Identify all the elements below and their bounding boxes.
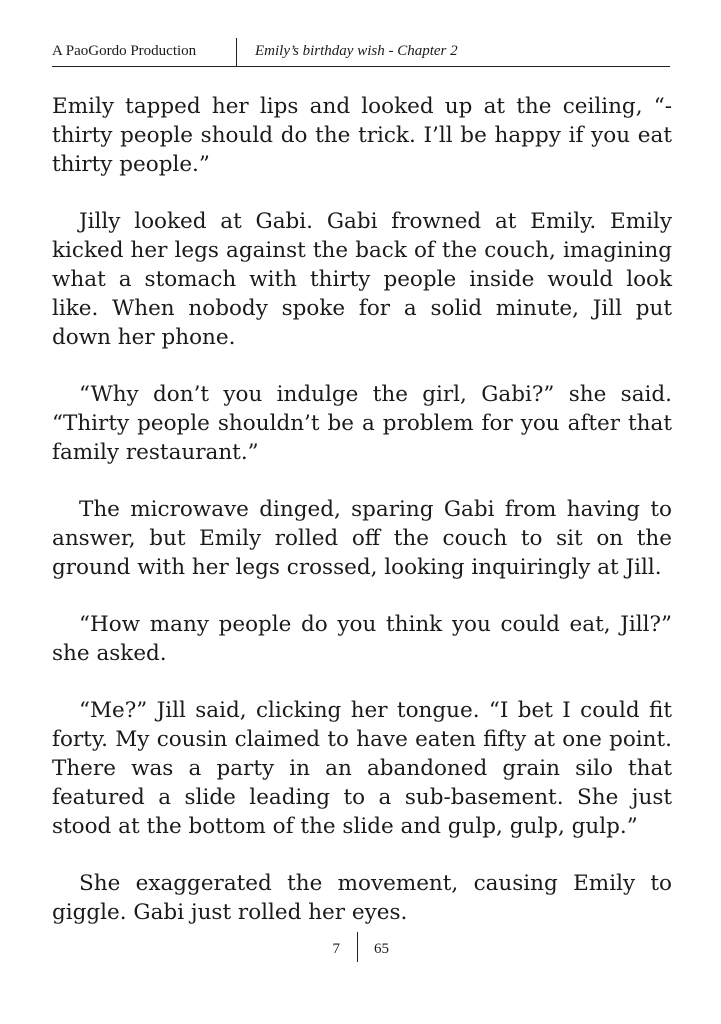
page-footer bbox=[0, 932, 721, 962]
running-header bbox=[52, 38, 670, 67]
page-number: 7 bbox=[332, 941, 340, 957]
header-divider bbox=[236, 38, 237, 66]
paragraph: Emily tapped her lips and looked up at the ceiling, “-thirty people should do the trick. I’ll be happy if you eat thirty people.” bbox=[52, 94, 672, 177]
paragraph: “Why don’t you indulge the girl, Gabi?” she said. “Thirty people shouldn’t be a problem for you after that family restaurant.” bbox=[52, 382, 672, 465]
total-pages: 65 bbox=[374, 941, 389, 957]
page-body bbox=[52, 92, 672, 955]
footer-divider bbox=[357, 932, 358, 962]
header-chapter-title: Emily’s birthday wish - Chapter 2 bbox=[255, 43, 458, 59]
header-publisher: A PaoGordo Production bbox=[52, 43, 197, 59]
paragraph: She exaggerated the movement, causing Emily to giggle. Gabi just rolled her eyes. bbox=[52, 871, 672, 925]
paragraph: Jilly looked at Gabi. Gabi frowned at Emily. Emily kicked her legs against the back of the couch, imagining what a stomach with thirty people inside would look like. When nobody spoke for a solid minute, Jill put down her phone. bbox=[52, 209, 672, 350]
paragraph: The microwave dinged, sparing Gabi from having to answer, but Emily rolled off the couch to sit on the ground with her legs crossed, looking inquiringly at Jill. bbox=[52, 497, 672, 580]
paragraph: “Me?” Jill said, clicking her tongue. “I bet I could fit forty. My cousin claimed to have eaten fifty at one point. There was a party in an abandoned grain silo that featured a slide leading to a sub-basement. She just stood at the bottom of the slide and gulp, gulp, gulp.” bbox=[52, 698, 672, 839]
paragraph: “How many people do you think you could eat, Jill?” she asked. bbox=[52, 612, 672, 666]
